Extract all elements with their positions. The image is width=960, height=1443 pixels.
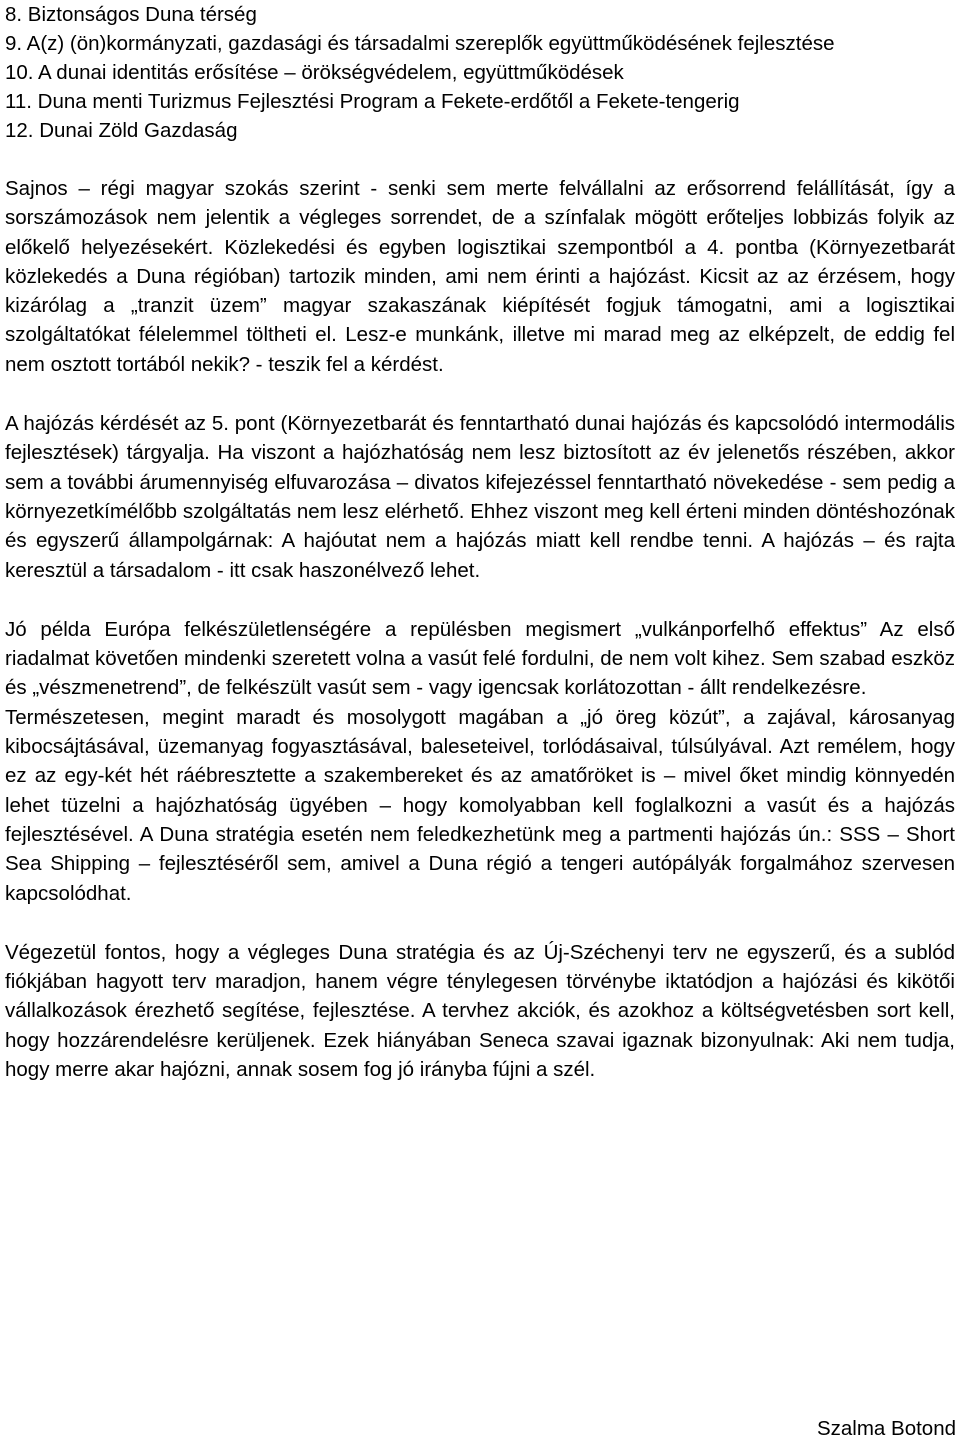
list-item-12: 12. Dunai Zöld Gazdaság [5,119,238,142]
numbered-list [5,0,955,145]
paragraph-hajozas: A hajózás kérdését az 5. pont (Környezetbarát és fenntartható dunai hajózás és kapcsolódó intermodális fejlesztések) tárgyalja. Ha viszont a hajózhatóság nem lesz biztosított az év jelenetős részében, akkor sem a további árumennyiség elfuvarozása – divatos kifejezéssel fenntartható növekedése - sem pedig a környezetkímélőbb szolgáltatás nem lesz elérhető. Ehhez viszont meg kell érteni minden döntéshozónak és egyszerű állampolgárnak: A hajóutat nem a hajózás miatt kell rendbe tenni. A hajózás – és rajta keresztül a társadalom - itt csak haszonélvező lehet. [5,412,955,582]
document-page [5,0,955,1084]
paragraph-kozut: Természetesen, megint maradt és mosolygott magában a „jó öreg közút”, a zajával, károsanyag kibocsájtásával, üzemanyag fogyasztásával, baleseteivel, torlódásaival, túlsúlyával. Azt remélem, hogy ez az egy-két hét ráébresztette a szakembereket és az amatőröket is – mivel őket mindig könnyedén lehet tüzelni a hajózhatóság ügyében – hogy komolyabban kell foglalkozni a vasút és a hajózás fejlesztésével. A Duna stratégia esetén nem feledkezhetünk meg a partmenti hajózás ún.: SSS – Short Sea Shipping – fejlesztéséről sem, amivel a Duna régió a tengeri autópályák forgalmához szervesen kapcsolódhat. [5,705,955,905]
author-signature: Szalma Botond [816,1417,956,1440]
list-item-9: 9. A(z) (ön)kormányzati, gazdasági és társadalmi szereplők együttműködésének fejlesztése [5,32,835,55]
list-item-8: 8. Biztonságos Duna térség [5,3,257,26]
list-item-11: 11. Duna menti Turizmus Fejlesztési Program a Fekete-erdőtől a Fekete-tengerig [5,90,740,113]
list-item-10: 10. A dunai identitás erősítése – örökségvédelem, együttműködések [5,61,624,84]
paragraph-vegezetul: Végezetül fontos, hogy a végleges Duna stratégia és az Új-Széchenyi terv ne egyszerű, és a sublód fiókjában hagyott terv maradjon, hanem végre ténylegesen törvénybe iktatódjon a hajózási és kikötői vállalkozások érezhető segítése, fejlesztése. A tervhez akciók, és azokhoz a költségvetésben sort kell, hogy hozzárendelésre kerüljenek. Ezek hiányában Seneca szavai igaznak bizonyulnak: Aki nem tudja, hogy merre akar hajózni, annak sosem fog jó irányba fújni a szél. [5,940,955,1082]
paragraph-vulkanporfelho: Jó példa Európa felkészületlenségére a repülésben megismert „vulkánporfelhő effektus” Az első riadalmat követően mindenki szeretett volna a vasút felé fordulni, de nem volt kihez. Sem szabad eszköz és „vészmenetrend”, de felkészült vasút sem - vagy igencsak korlátozottan - állt rendelkezésre. [5,617,955,700]
paragraph-sorrend: Sajnos – régi magyar szokás szerint - senki sem merte felvállalni az erősorrend felállítását, így a sorszámozások nem jelentik a végleges sorrendet, de a színfalak mögött erőteljes lobbizás folyik az előkelő helyezésekért. Közlekedési és egyben logisztikai szempontból a 4. pontba (Környezetbarát közlekedés a Duna régióban) tartozik minden, ami nem érinti a hajózást. Kicsit az az érzésem, hogy kizárólag a „tranzit üzem” magyar szakaszának kiépítését fogjuk támogatni, ami a logisztikai szolgáltatókat félelemmel töltheti el. Lesz-e munkánk, illetve mi marad meg az elképzelt, de eddig fel nem osztott tortából nekik? - teszik fel a kérdést. [5,177,955,376]
